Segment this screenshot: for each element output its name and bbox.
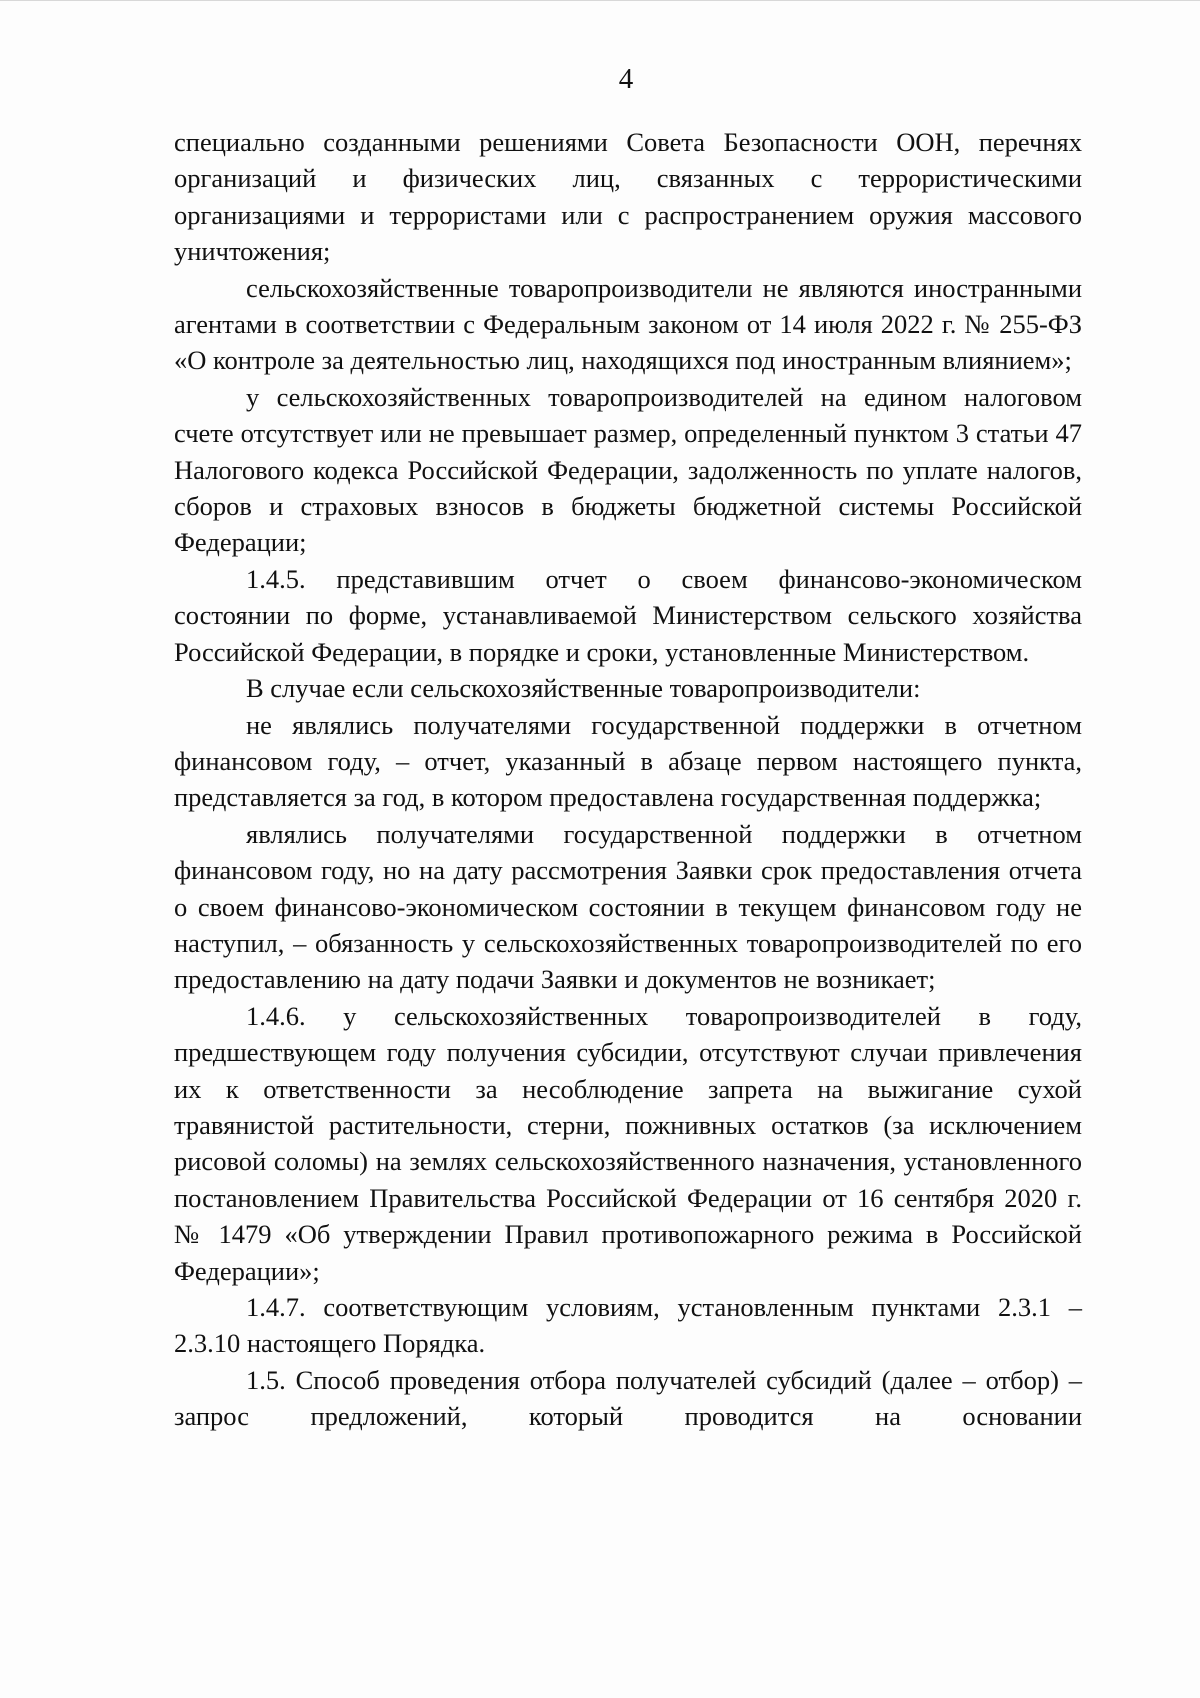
paragraph: не являлись получателями государственной поддержки в отчетном финансовом году, – отчет, указанный в абзаце первом настоящего пункта, представляется за год, в котором предоставлена государственная поддержка; — [174, 709, 1082, 813]
document-body — [174, 124, 1082, 1435]
paragraph: В случае если сельскохозяйственные товаропроизводители: — [246, 673, 921, 704]
paragraph: сельскохозяйственные товаропроизводители не являются иностранными агентами в соответствии с Федеральным законом от 14 июля 2022 г. № 255-ФЗ «О контроле за деятельностью лиц, находящихся под иностранным влиянием»; — [174, 272, 1082, 376]
paragraph: 1.4.6. у сельскохозяйственных товаропроизводителей в году, предшествующем году получения субсидии, отсутствуют случаи привлечения их к ответственности за несоблюдение запрета на выжигание сухой травянистой растительности, стерни, пожнивных остатков (за исключением рисовой соломы) на землях сельскохозяйственного назначения, установленного постановлением Правительства Российской Федерации от 16 сентября 2020 г. № 1479 «Об утверждении Правил противопожарного режима в Российской Федерации»; — [174, 1000, 1082, 1286]
paragraph: 1.4.7. соответствующим условиям, установленным пунктами 2.3.1 – 2.3.10 настоящего Порядка. — [174, 1292, 1082, 1359]
paragraph: у сельскохозяйственных товаропроизводителей на едином налоговом счете отсутствует или не превышает размер, определенный пунктом 3 статьи 47 Налогового кодекса Российской Федерации, задолженность по уплате налогов, сборов и страховых взносов в бюджеты бюджетной системы Российской Федерации; — [174, 381, 1082, 558]
paragraph: 1.5. Способ проведения отбора получателей субсидий (далее – отбор) – запрос предложений, который проводится на основании — [174, 1364, 1082, 1432]
paragraph: являлись получателями государственной поддержки в отчетном финансовом году, но на дату рассмотрения Заявки срок предоставления отчета о своем финансово-экономическом состоянии в текущем финансовом году не наступил, – обязанность у сельскохозяйственных товаропроизводителей по его предоставлению на дату подачи Заявки и документов не возникает; — [174, 818, 1082, 995]
paragraph: 1.4.5. представившим отчет о своем финансово-экономическом состоянии по форме, устанавливаемой Министерством сельского хозяйства Российской Федерации, в порядке и сроки, установленные Министерством. — [174, 563, 1082, 667]
page-number: 4 — [618, 63, 634, 95]
paragraph: специально созданными решениями Совета Безопасности ООН, перечнях организаций и физических лиц, связанных с террористическими организациями и террористами или с распространением оружия массового уничтожения; — [174, 127, 1082, 267]
